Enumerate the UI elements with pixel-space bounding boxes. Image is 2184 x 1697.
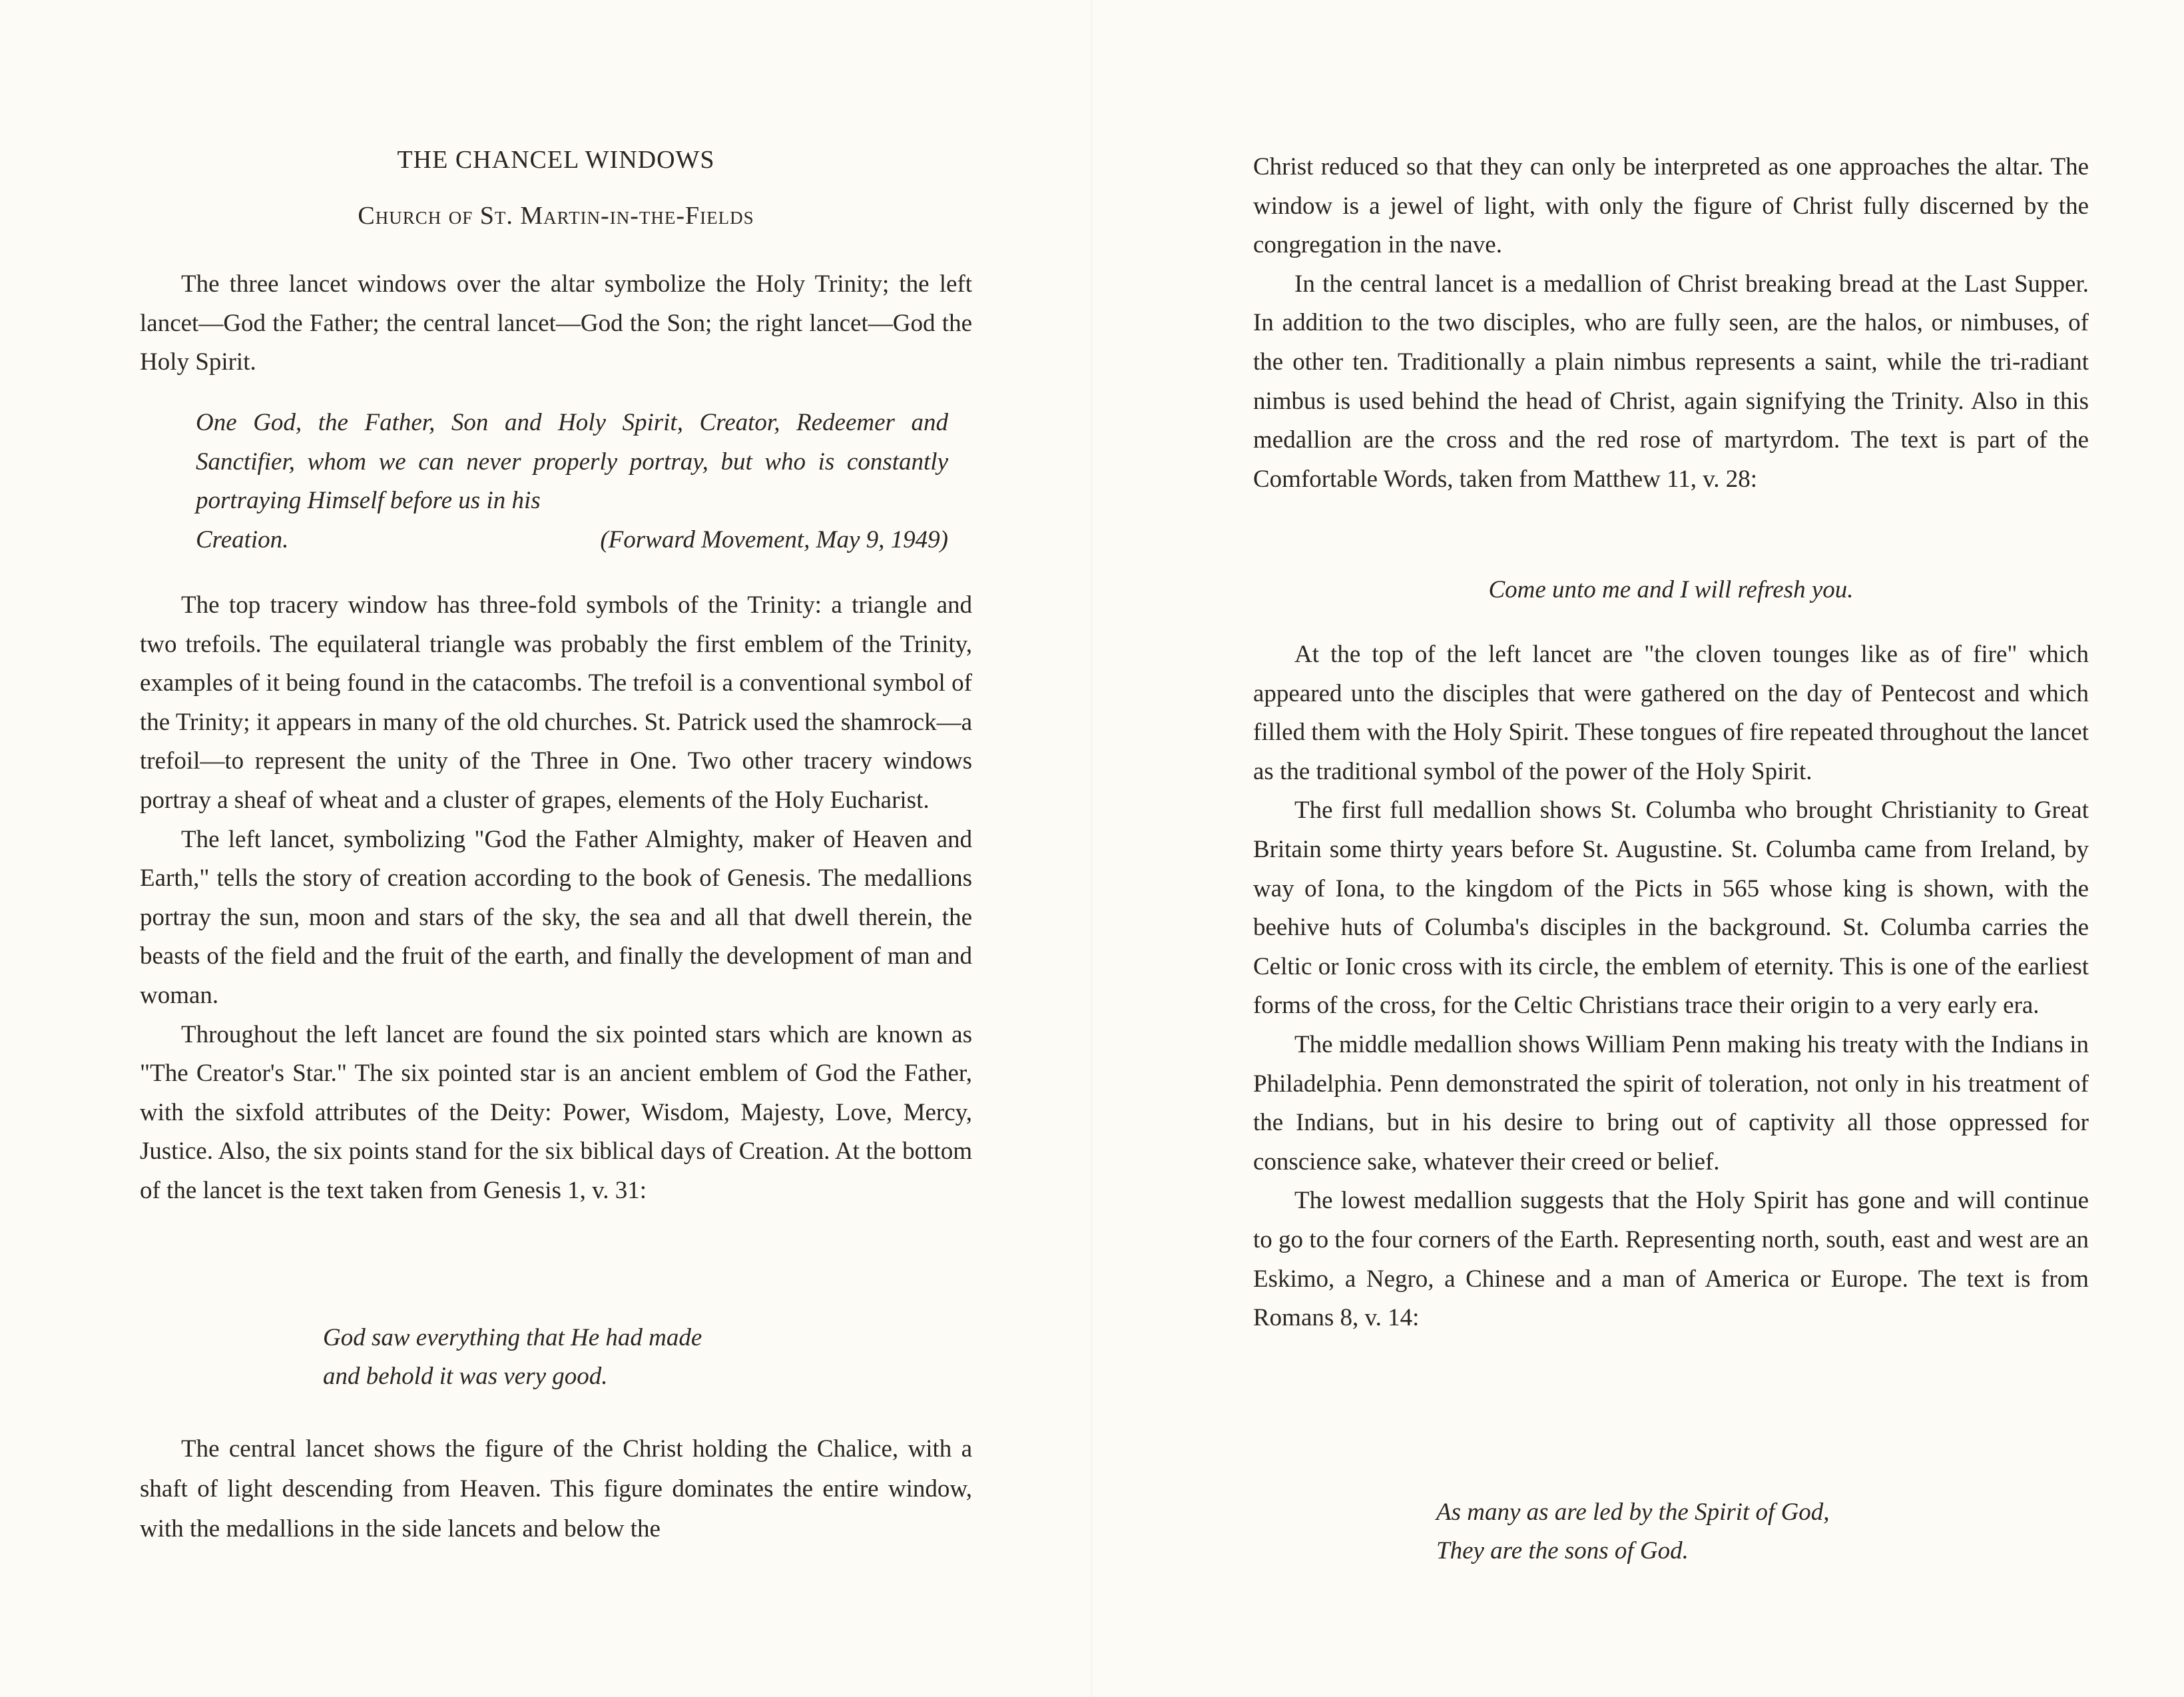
page-title: THE CHANCEL WINDOWS xyxy=(397,146,715,174)
quote-line: God saw everything that He had made xyxy=(323,1324,702,1351)
paragraph: At the top of the left lancet are "the cloven tounges like as of fire" which appeared unto the disciples that were gathered on the day of Pentecost and which filled them with the Holy Spirit. These tongues of fire repeated throughout the lancet as the traditional symbol of the power of the Holy Spirit. xyxy=(1253,641,2089,785)
paragraph-continued: Christ reduced so that they can only be interpreted as one approaches the altar. The window is a jewel of light, with only the figure of Christ fully discerned by the congregation in the nave. xyxy=(1253,153,2089,259)
paragraph: In the central lancet is a medallion of Christ breaking bread at the Last Supper. In addition to the two disciples, who are fully seen, are the halos, or nimbuses, of the other ten. Traditionally a plain nimbus represents a saint, while the tri-radiant nimbus is used behind the head of Christ, again signifying the Trinity. Also in this medallion are the cross and the red rose of martyrdom. The text is part of the Comfortable Words, taken from Matthew 11, v. 28: xyxy=(1253,270,2089,493)
quote-line: Come unto me and I will refresh you. xyxy=(1488,576,1854,603)
paragraph: The top tracery window has three-fold symbols of the Trinity: a triangle and two trefoils. The equilateral triangle was probably the first emblem of the Trinity, examples of it being found in the catacombs. The trefoil is a conventional symbol of the Trinity; it appears in many of the old churches. St. Patrick used the shamrock—a trefoil—to represent the unity of the Three in One. Two other tracery windows portray a sheaf of wheat and a cluster of grapes, elements of the Holy Eucharist. xyxy=(140,591,972,814)
paragraph: The lowest medallion suggests that the Holy Spirit has gone and will continue to go to the four corners of the Earth. Representing north, south, east and west are an Eskimo, a Negro, a Chinese and a man of America or Europe. The text is from Romans 8, v. 14: xyxy=(1253,1187,2089,1332)
quote-line: As many as are led by the Spirit of God, xyxy=(1436,1499,1830,1526)
paragraph: The middle medallion shows William Penn making his treaty with the Indians in Philadelphia. Penn demonstrated the spirit of toleration, not only in his treatment of the Indians, but in his desire to bring out of captivity all those oppressed for conscience sake, whatever their creed or belief. xyxy=(1253,1030,2089,1176)
quote-citation: (Forward Movement, May 9, 1949) xyxy=(600,525,948,553)
block-quote xyxy=(196,404,948,559)
page-fold xyxy=(1091,0,1093,1697)
scripture-quote xyxy=(323,1319,922,1396)
quote-text: One God, the Father, Son and Holy Spirit, Creator, Redeemer and Sanctifier, whom we can never properly portray, but who is constantly portraying Himself before us in his xyxy=(196,409,948,515)
paragraph: The three lancet windows over the altar symbolize the Holy Trinity; the left lancet—God the Father; the central lancet—God the Son; the right lancet—God the Holy Spirit. xyxy=(140,270,972,376)
scripture-quote xyxy=(1436,1493,2036,1570)
paragraph: The central lancet shows the figure of the Christ holding the Chalice, with a shaft of light descending from Heaven. This figure dominates the entire window, with the medallions in the side lancets and below the xyxy=(140,1435,972,1542)
scripture-quote xyxy=(1253,570,2089,610)
paragraph: The first full medallion shows St. Columba who brought Christianity to Great Britain some thirty years before St. Augustine. St. Columba came from Ireland, by way of Iona, to the kingdom of the Picts in 565 whose king is shown, with the beehive huts of Columba's disciples in the background. St. Columba carries the Celtic or Ionic cross with its circle, the emblem of eternity. This is one of the earliest forms of the cross, for the Celtic Christians trace their origin to a very early era. xyxy=(1253,797,2089,1020)
paragraph: The left lancet, symbolizing "God the Father Almighty, maker of Heaven and Earth," tells the story of creation according to the book of Genesis. The medallions portray the sun, moon and stars of the sky, the sea and all that dwell therein, the beasts of the field and the fruit of the earth, and finally the development of man and woman. xyxy=(140,825,972,1009)
quote-line: and behold it was very good. xyxy=(323,1363,608,1390)
paragraph: Throughout the left lancet are found the six pointed stars which are known as "The Creator's Star." The six pointed star is an ancient emblem of God the Father, with the sixfold attributes of the Deity: Power, Wisdom, Majesty, Love, Mercy, Justice. Also, the six points stand for the six biblical days of Creation. At the bottom of the lancet is the text taken from Genesis 1, v. 31: xyxy=(140,1020,972,1204)
quote-last-word: Creation. xyxy=(196,525,289,553)
quote-line: They are the sons of God. xyxy=(1436,1537,1689,1564)
page-subtitle: Church of St. Martin-in-the-Fields xyxy=(358,202,754,230)
